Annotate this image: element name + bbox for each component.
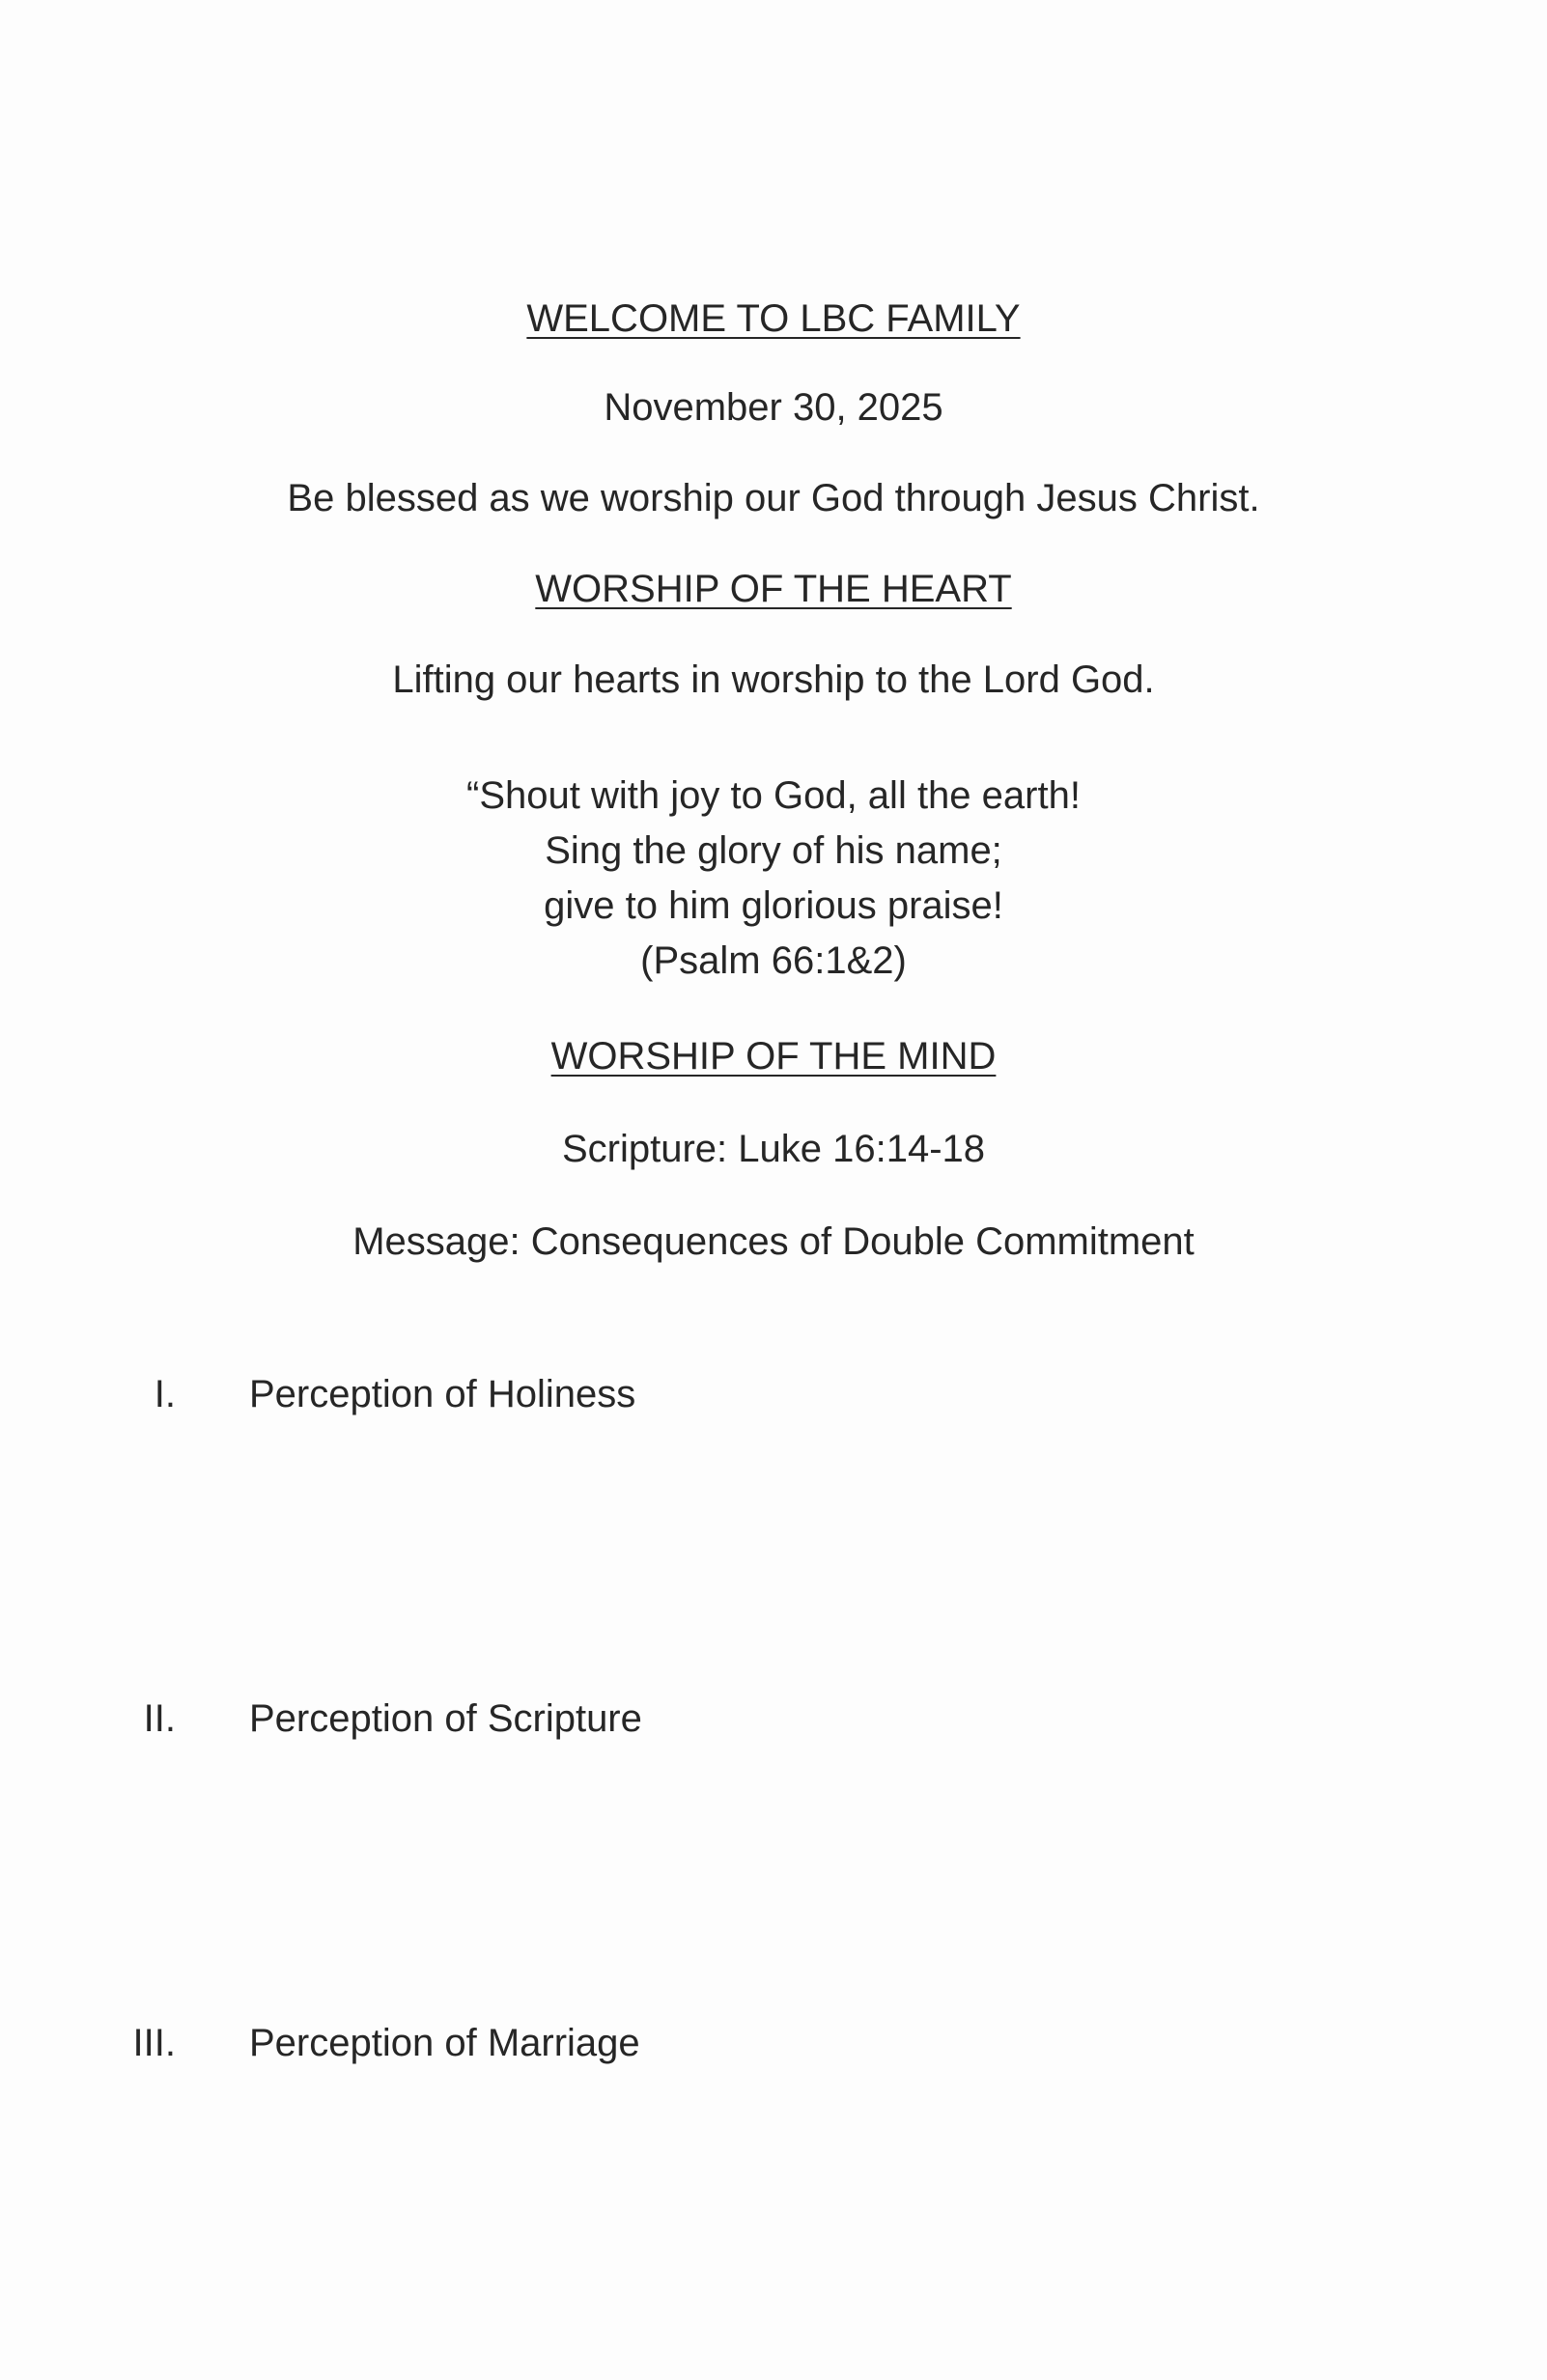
outline-numeral: II. (143, 1697, 176, 1740)
outline-item (0, 1371, 1547, 1429)
psalm-verse (0, 769, 1547, 989)
service-date: November 30, 2025 (604, 386, 943, 429)
verse-line: “Shout with joy to God, all the earth! (466, 774, 1081, 817)
scripture-reference: Scripture: Luke 16:14-18 (561, 1128, 986, 1170)
outline-numeral: III. (132, 2022, 176, 2064)
outline-item (0, 2020, 1547, 2078)
heart-section-heading: WORSHIP OF THE HEART (535, 568, 1012, 610)
outline-point: Perception of Scripture (249, 1697, 642, 1740)
welcome-heading: WELCOME TO LBC FAMILY (526, 297, 1021, 340)
heart-section-description: Lifting our hearts in worship to the Lord God. (392, 658, 1155, 701)
verse-line: Sing the glory of his name; (545, 829, 1002, 872)
outline-point: Perception of Holiness (249, 1373, 636, 1415)
mind-section-heading: WORSHIP OF THE MIND (550, 1035, 997, 1078)
outline-point: Perception of Marriage (249, 2022, 640, 2064)
verse-line: give to him glorious praise! (544, 884, 1003, 927)
message-title: Message: Consequences of Double Commitment (352, 1220, 1195, 1263)
outline-numeral: I. (154, 1373, 176, 1415)
blessing-text: Be blessed as we worship our God through Jesus Christ. (287, 477, 1260, 519)
outline-item (0, 1695, 1547, 1753)
verse-reference: (Psalm 66:1&2) (640, 939, 907, 982)
